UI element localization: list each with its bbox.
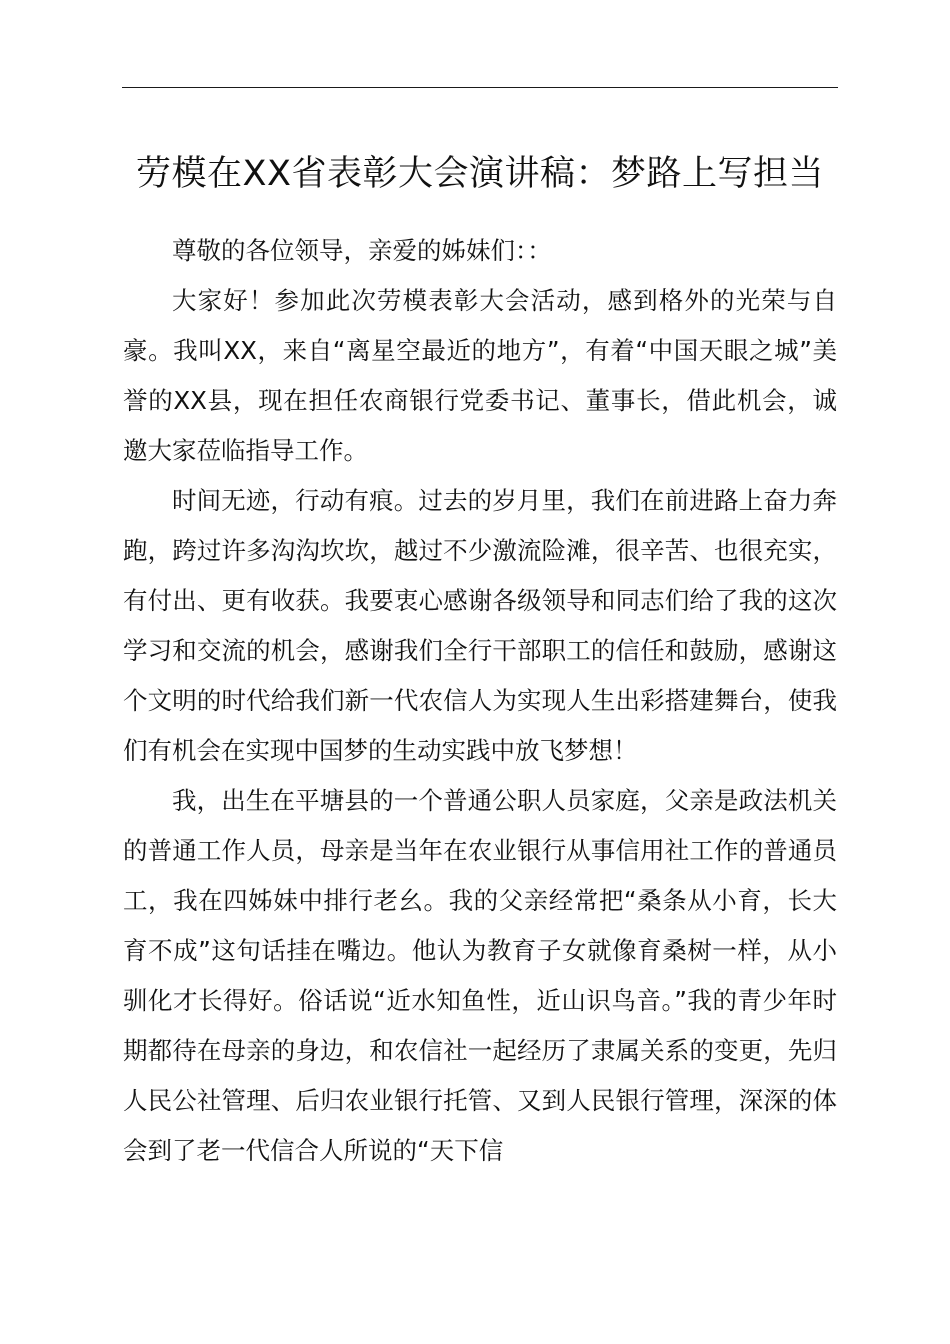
paragraph-introduction: 大家好！参加此次劳模表彰大会活动，感到格外的光荣与自豪。我叫XX，来自“离星空最近的地方”，有着“中国天眼之城”美誉的XX县，现在担任农商银行党委书记、董事长，借此机会，诚邀大家莅临指导工作。 bbox=[123, 286, 837, 465]
paragraph-gratitude: 时间无迹，行动有痕。过去的岁月里，我们在前进路上奋力奔跑，跨过许多沟沟坎坎，越过不少激流险滩，很辛苦、也很充实，有付出、更有收获。我要衷心感谢各级领导和同志们给了我的这次学习和交流的机会，感谢我们全行干部职工的信任和鼓励，感谢这个文明的时代给我们新一代农信人为实现人生出彩搭建舞台，使我们有机会在实现中国梦的生动实践中放飞梦想！ bbox=[123, 486, 837, 765]
paragraph-background: 我，出生在平塘县的一个普通公职人员家庭，父亲是政法机关的普通工作人员，母亲是当年在农业银行从事信用社工作的普通员工，我在四姊妹中排行老幺。我的父亲经常把“桑条从小育，长大育不成”这句话挂在嘴边。他认为教育子女就像育桑树一样，从小驯化才长得好。俗话说“近水知鱼性，近山识鸟音。”我的青少年时期都待在母亲的身边，和农信社一起经历了隶属关系的变更，先归人民公社管理、后归农业银行托管、又到人民银行管理，深深的体会到了老一代信合人所说的“天下信 bbox=[123, 786, 837, 1165]
header-rule bbox=[122, 87, 838, 88]
document-title: 劳模在XX省表彰大会演讲稿：梦路上写担当 bbox=[136, 154, 824, 194]
document-body bbox=[123, 226, 837, 1176]
paragraph-salutation: 尊敬的各位领导，亲爱的姊妹们：： bbox=[172, 236, 552, 265]
